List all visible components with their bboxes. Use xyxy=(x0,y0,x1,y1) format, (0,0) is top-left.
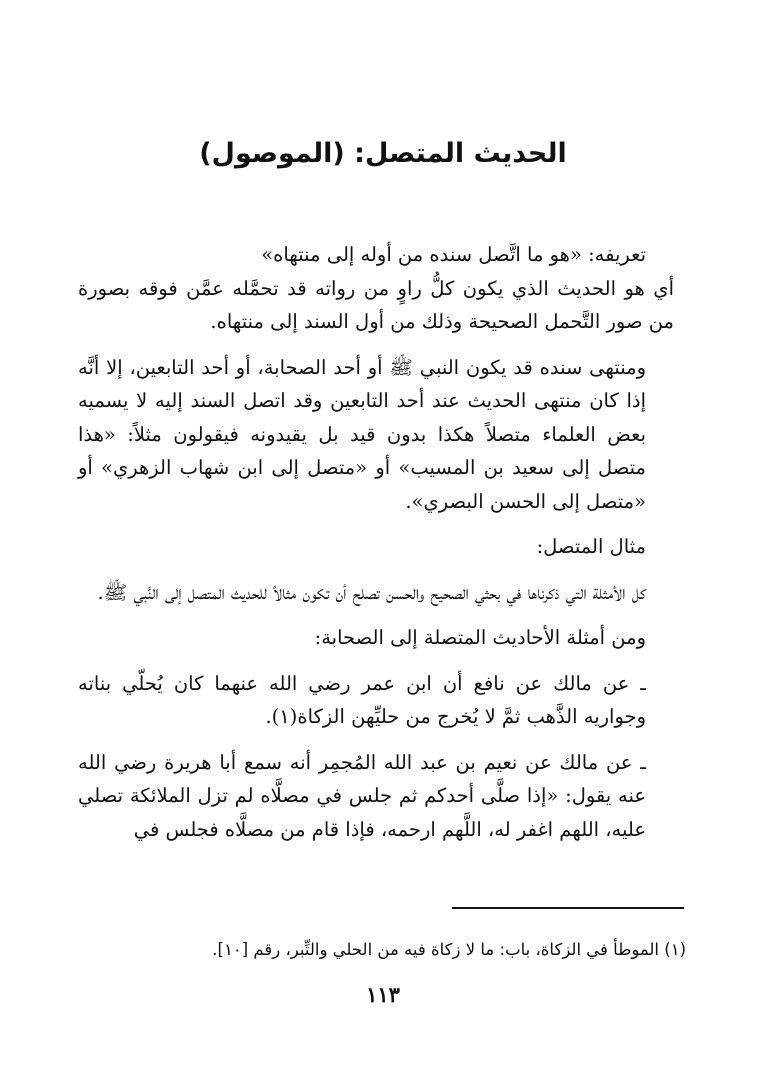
example-heading: مثال المتصل: xyxy=(536,535,646,558)
isnad-end-paragraph: ومنتهى سنده قد يكون النبي ﷺ أو أحد الصحابة، أو أحد التابعين، إلا أنَّه إذا كان منتهى الحديث عند أحد التابعين وقد اتصل السند إليه لا يسميه بعض العلماء متصلاً هكذا بدون قيد بل يقيدونه فيقولون مثلاً: «هذا متصل إلى سعيد بن المسيب» أو «متصل إلى ابن شهاب الزهري» أو «متصل إلى الحسن البصري». xyxy=(78,355,646,513)
explanation-paragraph: أي هو الحديث الذي يكون كلُّ راوٍ من رواته قد تحمَّله عمَّن فوقه بصورة من صور التَّحمل الصحيحة وذلك من أول السند إلى منتهاه. xyxy=(78,276,674,333)
companion-examples-heading: ومن أمثلة الأحاديث المتصلة إلى الصحابة: xyxy=(314,626,646,649)
example-paragraph: كل الأمثلة التي ذكرناها في بحثي الصحيح والحسن تصلح أن تكون مثالاً للحديث المتصل إلى النَّبي ﷺ. xyxy=(97,580,646,604)
footnote-divider xyxy=(452,907,684,909)
chapter-title: الحديث المتصل: (الموصول) xyxy=(199,138,567,169)
definition-paragraph: تعريفه: «هو ما اتَّصل سنده من أوله إلى منتهاه» xyxy=(261,243,646,266)
hadith-abu-hurayra-paragraph: ـ عن مالك عن نعيم بن عبد الله المُجمِر أنه سمع أبا هريرة رضي الله عنه يقول: «إذا صلَّى أحدكم ثم جلس في مصلَّاه لم تزل الملائكة تصلي عليه، اللهم اغفر له، اللَّهم ارحمه، فإذا قام من مصلَّاه فجلس في xyxy=(78,750,646,841)
body-text xyxy=(78,238,674,846)
footnote: (١) الموطأ في الزكاة، باب: ما لا زكاة فيه من الحلي والتِّبر، رقم [١٠]. xyxy=(212,940,686,959)
hadith-nafi-paragraph: ـ عن مالك عن نافع أن ابن عمر رضي الله عنهما كان يُحلّي بناته وجواريه الذَّهب ثمَّ لا يُخرج من حليِّهن الزكاة(١). xyxy=(78,671,646,728)
page-number: ١١٣ xyxy=(366,982,400,1007)
